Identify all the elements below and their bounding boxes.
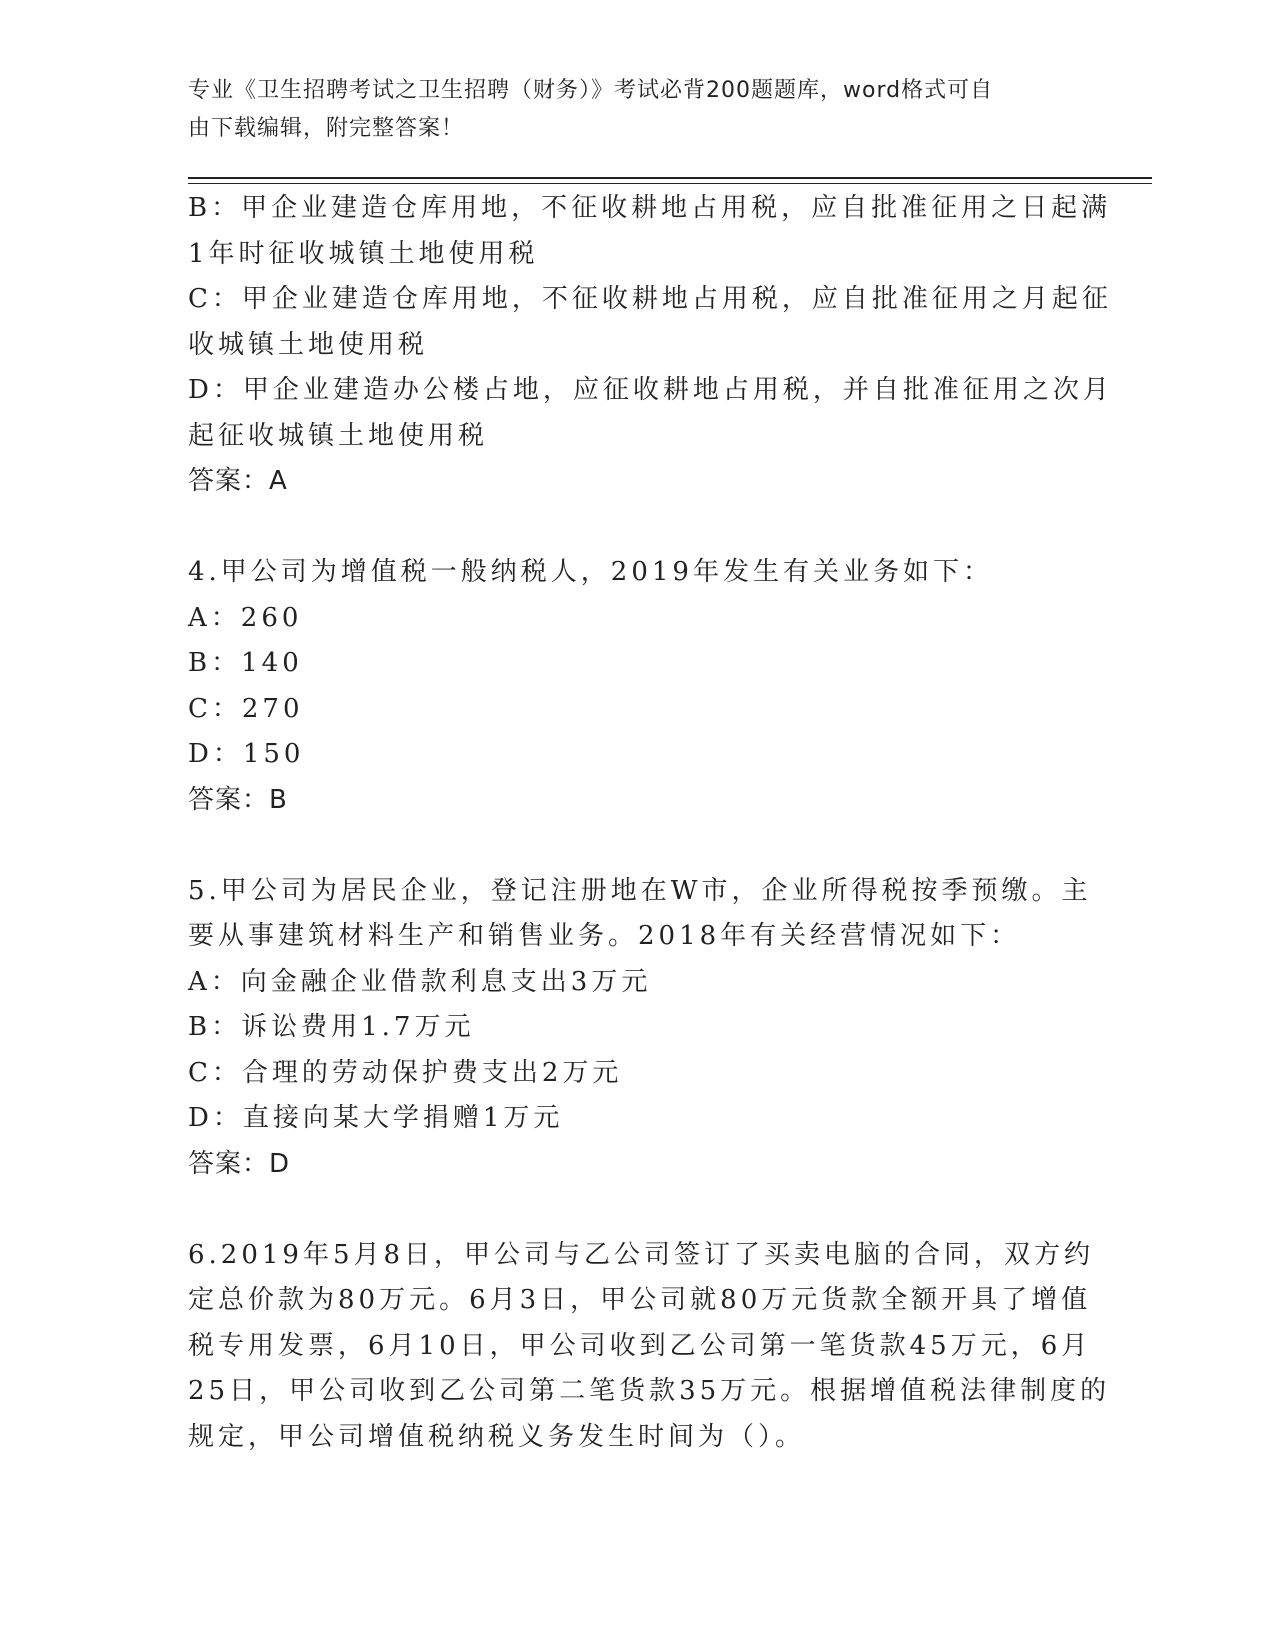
q6-stem-line-3: 税专用发票，6月10日，甲公司收到乙公司第一笔货款45万元，6月 bbox=[188, 1330, 1092, 1361]
spacer bbox=[188, 823, 1088, 869]
q4-option-c: C：270 bbox=[188, 693, 304, 724]
q4-stem: 4.甲公司为增值税一般纳税人，2019年发生有关业务如下： bbox=[188, 557, 993, 587]
q5-option-b: B：诉讼费用1.7万元 bbox=[188, 1012, 475, 1042]
q6-stem-line-2: 定总价款为80万元。6月3日，甲公司就80万元货款全额开具了增值 bbox=[188, 1285, 1092, 1315]
q4-answer: 答案：B bbox=[188, 784, 288, 815]
question-4 bbox=[188, 550, 1088, 823]
q3-option-d-line-1: D：甲企业建造办公楼占地，应征收耕地占用税，并自批准征用之次月 bbox=[188, 375, 1113, 405]
q3-option-c-line-2: 收城镇土地使用税 bbox=[188, 329, 429, 360]
q3-option-c-line-1: C：甲企业建造仓库用地，不征收耕地占用税，应自批准征用之月起征 bbox=[188, 284, 1112, 314]
q5-stem-line-2: 要从事建筑材料生产和销售业务。2018年有关经营情况如下： bbox=[188, 921, 1021, 951]
q3-option-d-line-2: 起征收城镇土地使用税 bbox=[188, 420, 489, 451]
q5-option-a: A：向金融企业借款利息支出3万元 bbox=[188, 966, 652, 997]
q6-stem-line-1: 6.2019年5月8日，甲公司与乙公司签订了买卖电脑的合同，双方约 bbox=[188, 1239, 1095, 1270]
q5-option-c: C：合理的劳动保护费支出2万元 bbox=[188, 1057, 623, 1088]
question-6 bbox=[188, 1233, 1111, 1461]
q5-option-d: D：直接向某大学捐赠1万元 bbox=[188, 1103, 564, 1133]
header-title-line-2: 由下载编辑，附完整答案！ bbox=[188, 116, 465, 141]
spacer bbox=[188, 505, 1088, 551]
q3-answer: 答案：A bbox=[188, 466, 288, 496]
q4-option-a: A：260 bbox=[188, 602, 303, 633]
q4-option-b: B：140 bbox=[188, 648, 303, 678]
q3-option-b-line-2: 1年时征收城镇土地使用税 bbox=[188, 238, 539, 269]
document-header bbox=[188, 72, 1068, 148]
spacer bbox=[188, 1187, 1088, 1233]
q5-answer: 答案：D bbox=[188, 1148, 291, 1179]
question-content bbox=[188, 186, 1113, 1460]
question-5 bbox=[188, 869, 1092, 1188]
q4-option-d: D：150 bbox=[188, 739, 305, 769]
header-divider-thin bbox=[188, 183, 1152, 184]
q6-stem-line-4: 25日，甲公司收到乙公司第二笔货款35万元。根据增值税法律制度的 bbox=[188, 1376, 1111, 1406]
header-divider-thick bbox=[188, 177, 1152, 179]
header-title-line-1: 专业《卫生招聘考试之卫生招聘（财务）》考试必背200题题库，word格式可自 bbox=[188, 78, 994, 103]
q3-option-b-line-1: B：甲企业建造仓库用地，不征收耕地占用税，应自批准征用之日起满 bbox=[188, 193, 1112, 223]
q6-stem-line-5: 规定，甲公司增值税纳税义务发生时间为（）。 bbox=[188, 1421, 806, 1452]
question-3-continued bbox=[188, 186, 1113, 505]
q5-stem-line-1: 5.甲公司为居民企业，登记注册地在W市，企业所得税按季预缴。主 bbox=[188, 875, 1092, 906]
